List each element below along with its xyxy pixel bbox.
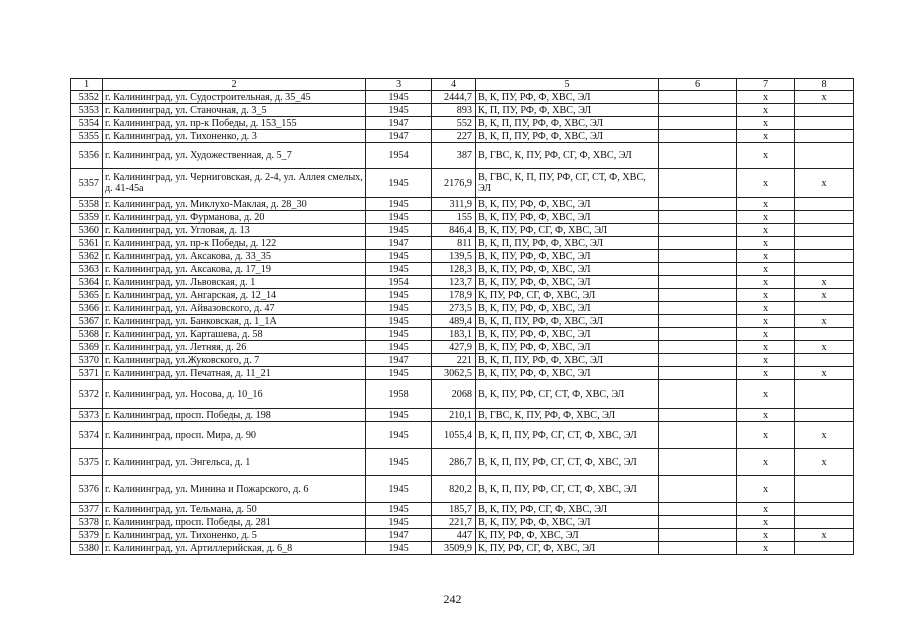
systems-cell: В, К, ПУ, РФ, Ф, ХВС, ЭЛ: [476, 341, 659, 354]
table-row: [71, 380, 854, 409]
header-row: [71, 79, 854, 91]
year-cell: 1945: [366, 367, 432, 380]
year-cell: 1945: [366, 328, 432, 341]
table-row: [71, 130, 854, 143]
column-8-mark: [795, 476, 854, 503]
row-number: 5355: [71, 130, 103, 143]
address-cell: г. Калининград, ул. Банковская, д. 1_1А: [103, 315, 366, 328]
year-cell: 1945: [366, 341, 432, 354]
systems-cell: В, К, ПУ, РФ, Ф, ХВС, ЭЛ: [476, 328, 659, 341]
area-cell: 123,7: [432, 276, 476, 289]
area-cell: 210,1: [432, 409, 476, 422]
column-6-cell: [659, 91, 737, 104]
table-row: [71, 302, 854, 315]
area-cell: 811: [432, 237, 476, 250]
year-cell: 1945: [366, 542, 432, 555]
column-8-mark: x: [795, 341, 854, 354]
systems-cell: К, П, ПУ, РФ, Ф, ХВС, ЭЛ: [476, 104, 659, 117]
table-row: [71, 516, 854, 529]
table-row: [71, 503, 854, 516]
address-cell: г. Калининград, ул. Айвазовского, д. 47: [103, 302, 366, 315]
column-6-cell: [659, 237, 737, 250]
year-cell: 1945: [366, 289, 432, 302]
row-number: 5361: [71, 237, 103, 250]
column-7-mark: x: [737, 302, 795, 315]
header-cell: 2: [103, 79, 366, 91]
column-7-mark: x: [737, 315, 795, 328]
table-row: [71, 542, 854, 555]
area-cell: 221: [432, 354, 476, 367]
header-cell: 8: [795, 79, 854, 91]
systems-cell: К, ПУ, РФ, Ф, ХВС, ЭЛ: [476, 529, 659, 542]
area-cell: 286,7: [432, 449, 476, 476]
area-cell: 155: [432, 211, 476, 224]
row-number: 5377: [71, 503, 103, 516]
column-6-cell: [659, 263, 737, 276]
table-row: [71, 169, 854, 198]
area-cell: 311,9: [432, 198, 476, 211]
column-8-mark: [795, 354, 854, 367]
systems-cell: В, К, П, ПУ, РФ, Ф, ХВС, ЭЛ: [476, 354, 659, 367]
column-6-cell: [659, 328, 737, 341]
column-8-mark: [795, 224, 854, 237]
column-6-cell: [659, 198, 737, 211]
column-7-mark: x: [737, 169, 795, 198]
column-7-mark: x: [737, 237, 795, 250]
header-cell: 7: [737, 79, 795, 91]
year-cell: 1954: [366, 143, 432, 169]
header-cell: 4: [432, 79, 476, 91]
systems-cell: В, ГВС, К, ПУ, РФ, СГ, Ф, ХВС, ЭЛ: [476, 143, 659, 169]
year-cell: 1945: [366, 422, 432, 449]
area-cell: 1055,4: [432, 422, 476, 449]
address-cell: г. Калининград, ул. Тельмана, д. 50: [103, 503, 366, 516]
year-cell: 1954: [366, 276, 432, 289]
column-8-mark: x: [795, 91, 854, 104]
column-8-mark: [795, 516, 854, 529]
area-cell: 178,9: [432, 289, 476, 302]
row-number: 5367: [71, 315, 103, 328]
column-7-mark: x: [737, 276, 795, 289]
column-6-cell: [659, 117, 737, 130]
table-row: [71, 91, 854, 104]
row-number: 5353: [71, 104, 103, 117]
row-number: 5380: [71, 542, 103, 555]
systems-cell: В, К, П, ПУ, РФ, Ф, ХВС, ЭЛ: [476, 117, 659, 130]
column-8-mark: [795, 542, 854, 555]
systems-cell: В, К, П, ПУ, РФ, Ф, ХВС, ЭЛ: [476, 315, 659, 328]
table-row: [71, 289, 854, 302]
table-row: [71, 143, 854, 169]
year-cell: 1945: [366, 302, 432, 315]
column-8-mark: x: [795, 169, 854, 198]
table-row: [71, 409, 854, 422]
systems-cell: В, К, ПУ, РФ, Ф, ХВС, ЭЛ: [476, 516, 659, 529]
table-row: [71, 315, 854, 328]
column-6-cell: [659, 224, 737, 237]
year-cell: 1945: [366, 104, 432, 117]
row-number: 5356: [71, 143, 103, 169]
column-7-mark: x: [737, 130, 795, 143]
table-row: [71, 449, 854, 476]
table-row: [71, 328, 854, 341]
year-cell: 1945: [366, 211, 432, 224]
row-number: 5358: [71, 198, 103, 211]
systems-cell: В, ГВС, К, ПУ, РФ, Ф, ХВС, ЭЛ: [476, 409, 659, 422]
column-6-cell: [659, 315, 737, 328]
column-6-cell: [659, 289, 737, 302]
address-cell: г. Калининград, ул. Носова, д. 10_16: [103, 380, 366, 409]
systems-cell: В, К, П, ПУ, РФ, СГ, СТ, Ф, ХВС, ЭЛ: [476, 422, 659, 449]
table-row: [71, 211, 854, 224]
column-7-mark: x: [737, 263, 795, 276]
year-cell: 1945: [366, 198, 432, 211]
year-cell: 1945: [366, 516, 432, 529]
address-cell: г. Калининград, ул. Аксакова, д. 33_35: [103, 250, 366, 263]
row-number: 5360: [71, 224, 103, 237]
column-7-mark: x: [737, 449, 795, 476]
address-cell: г. Калининград, ул. Минина и Пожарского, д. 6: [103, 476, 366, 503]
column-8-mark: [795, 328, 854, 341]
column-8-mark: [795, 117, 854, 130]
systems-cell: К, ПУ, РФ, СГ, Ф, ХВС, ЭЛ: [476, 542, 659, 555]
column-7-mark: x: [737, 542, 795, 555]
year-cell: 1958: [366, 380, 432, 409]
address-cell: г. Калининград, ул. Тихоненко, д. 5: [103, 529, 366, 542]
year-cell: 1945: [366, 476, 432, 503]
year-cell: 1947: [366, 117, 432, 130]
address-cell: г. Калининград, просп. Мира, д. 90: [103, 422, 366, 449]
table-row: [71, 476, 854, 503]
header-cell: 6: [659, 79, 737, 91]
area-cell: 846,4: [432, 224, 476, 237]
housing-register-table: [70, 78, 854, 555]
area-cell: 820,2: [432, 476, 476, 503]
year-cell: 1947: [366, 529, 432, 542]
systems-cell: В, К, ПУ, РФ, СГ, Ф, ХВС, ЭЛ: [476, 224, 659, 237]
systems-cell: В, К, ПУ, РФ, Ф, ХВС, ЭЛ: [476, 263, 659, 276]
area-cell: 447: [432, 529, 476, 542]
year-cell: 1947: [366, 354, 432, 367]
header-cell: 5: [476, 79, 659, 91]
address-cell: г. Калининград, ул.Жуковского, д. 7: [103, 354, 366, 367]
column-7-mark: x: [737, 503, 795, 516]
systems-cell: В, К, ПУ, РФ, Ф, ХВС, ЭЛ: [476, 211, 659, 224]
table-row: [71, 104, 854, 117]
column-6-cell: [659, 169, 737, 198]
area-cell: 128,3: [432, 263, 476, 276]
column-6-cell: [659, 302, 737, 315]
table-row: [71, 198, 854, 211]
systems-cell: В, К, ПУ, РФ, Ф, ХВС, ЭЛ: [476, 250, 659, 263]
column-6-cell: [659, 104, 737, 117]
table-row: [71, 354, 854, 367]
systems-cell: В, К, ПУ, РФ, Ф, ХВС, ЭЛ: [476, 91, 659, 104]
systems-cell: В, ГВС, К, П, ПУ, РФ, СГ, СТ, Ф, ХВС, ЭЛ: [476, 169, 659, 198]
column-7-mark: x: [737, 289, 795, 302]
column-8-mark: x: [795, 289, 854, 302]
column-6-cell: [659, 529, 737, 542]
address-cell: г. Калининград, просп. Победы, д. 198: [103, 409, 366, 422]
row-number: 5376: [71, 476, 103, 503]
systems-cell: В, К, ПУ, РФ, СГ, СТ, Ф, ХВС, ЭЛ: [476, 380, 659, 409]
address-cell: г. Калининград, ул. пр-к Победы, д. 122: [103, 237, 366, 250]
column-7-mark: x: [737, 91, 795, 104]
column-7-mark: x: [737, 211, 795, 224]
column-6-cell: [659, 354, 737, 367]
column-6-cell: [659, 341, 737, 354]
area-cell: 221,7: [432, 516, 476, 529]
area-cell: 3062,5: [432, 367, 476, 380]
column-7-mark: x: [737, 380, 795, 409]
column-8-mark: x: [795, 315, 854, 328]
row-number: 5354: [71, 117, 103, 130]
systems-cell: В, К, ПУ, РФ, СГ, Ф, ХВС, ЭЛ: [476, 503, 659, 516]
page-number: 242: [443, 592, 462, 606]
column-7-mark: x: [737, 328, 795, 341]
column-8-mark: x: [795, 367, 854, 380]
address-cell: г. Калининград, просп. Победы, д. 281: [103, 516, 366, 529]
column-6-cell: [659, 516, 737, 529]
row-number: 5378: [71, 516, 103, 529]
address-cell: г. Калининград, ул. Карташева, д. 58: [103, 328, 366, 341]
year-cell: 1945: [366, 250, 432, 263]
year-cell: 1947: [366, 130, 432, 143]
address-cell: г. Калининград, ул. Станочная, д. 3_5: [103, 104, 366, 117]
year-cell: 1945: [366, 315, 432, 328]
header-cell: 1: [71, 79, 103, 91]
table-row: [71, 250, 854, 263]
row-number: 5371: [71, 367, 103, 380]
address-cell: г. Калининград, ул. Львовская, д. 1: [103, 276, 366, 289]
row-number: 5363: [71, 263, 103, 276]
address-cell: г. Калининград, ул. Ангарская, д. 12_14: [103, 289, 366, 302]
column-8-mark: [795, 104, 854, 117]
address-cell: г. Калининград, ул. Миклухо-Маклая, д. 28_30: [103, 198, 366, 211]
row-number: 5368: [71, 328, 103, 341]
column-7-mark: x: [737, 198, 795, 211]
table-row: [71, 276, 854, 289]
column-6-cell: [659, 130, 737, 143]
column-8-mark: [795, 503, 854, 516]
column-7-mark: x: [737, 476, 795, 503]
column-6-cell: [659, 542, 737, 555]
row-number: 5364: [71, 276, 103, 289]
row-number: 5362: [71, 250, 103, 263]
column-6-cell: [659, 211, 737, 224]
column-7-mark: x: [737, 143, 795, 169]
year-cell: 1945: [366, 169, 432, 198]
systems-cell: В, К, П, ПУ, РФ, СГ, СТ, Ф, ХВС, ЭЛ: [476, 476, 659, 503]
column-6-cell: [659, 449, 737, 476]
table-row: [71, 224, 854, 237]
column-8-mark: [795, 250, 854, 263]
column-6-cell: [659, 503, 737, 516]
address-cell: г. Калининград, ул. Художественная, д. 5_7: [103, 143, 366, 169]
column-7-mark: x: [737, 224, 795, 237]
column-7-mark: x: [737, 367, 795, 380]
area-cell: 2176,9: [432, 169, 476, 198]
row-number: 5375: [71, 449, 103, 476]
row-number: 5379: [71, 529, 103, 542]
table-row: [71, 367, 854, 380]
year-cell: 1945: [366, 224, 432, 237]
systems-cell: К, ПУ, РФ, СГ, Ф, ХВС, ЭЛ: [476, 289, 659, 302]
address-cell: г. Калининград, ул. Судостроительная, д. 35_45: [103, 91, 366, 104]
address-cell: г. Калининград, ул. Черниговская, д. 2-4, ул. Аллея смелых, д. 41-45а: [103, 169, 366, 198]
column-7-mark: x: [737, 529, 795, 542]
address-cell: г. Калининград, ул. Печатная, д. 11_21: [103, 367, 366, 380]
year-cell: 1945: [366, 409, 432, 422]
row-number: 5357: [71, 169, 103, 198]
column-8-mark: [795, 302, 854, 315]
area-cell: 227: [432, 130, 476, 143]
column-6-cell: [659, 250, 737, 263]
column-6-cell: [659, 422, 737, 449]
systems-cell: В, К, П, ПУ, РФ, Ф, ХВС, ЭЛ: [476, 130, 659, 143]
column-6-cell: [659, 409, 737, 422]
area-cell: 2444,7: [432, 91, 476, 104]
year-cell: 1945: [366, 503, 432, 516]
column-8-mark: [795, 130, 854, 143]
address-cell: г. Калининград, ул. Артиллерийская, д. 6_8: [103, 542, 366, 555]
address-cell: г. Калининград, ул. Летняя, д. 26: [103, 341, 366, 354]
column-7-mark: x: [737, 409, 795, 422]
column-7-mark: x: [737, 250, 795, 263]
row-number: 5352: [71, 91, 103, 104]
table-row: [71, 237, 854, 250]
column-8-mark: x: [795, 449, 854, 476]
column-8-mark: x: [795, 276, 854, 289]
row-number: 5369: [71, 341, 103, 354]
column-8-mark: [795, 143, 854, 169]
column-8-mark: x: [795, 529, 854, 542]
systems-cell: В, К, ПУ, РФ, Ф, ХВС, ЭЛ: [476, 302, 659, 315]
address-cell: г. Калининград, ул. Энгельса, д. 1: [103, 449, 366, 476]
column-7-mark: x: [737, 341, 795, 354]
column-6-cell: [659, 367, 737, 380]
table-row: [71, 263, 854, 276]
area-cell: 139,5: [432, 250, 476, 263]
address-cell: г. Калининград, ул. Угловая, д. 13: [103, 224, 366, 237]
area-cell: 3509,9: [432, 542, 476, 555]
row-number: 5365: [71, 289, 103, 302]
table-row: [71, 341, 854, 354]
area-cell: 185,7: [432, 503, 476, 516]
row-number: 5359: [71, 211, 103, 224]
systems-cell: В, К, П, ПУ, РФ, Ф, ХВС, ЭЛ: [476, 237, 659, 250]
area-cell: 183,1: [432, 328, 476, 341]
table-row: [71, 529, 854, 542]
area-cell: 552: [432, 117, 476, 130]
column-8-mark: x: [795, 422, 854, 449]
column-7-mark: x: [737, 117, 795, 130]
header-cell: 3: [366, 79, 432, 91]
year-cell: 1947: [366, 237, 432, 250]
area-cell: 427,9: [432, 341, 476, 354]
column-6-cell: [659, 380, 737, 409]
column-6-cell: [659, 476, 737, 503]
row-number: 5372: [71, 380, 103, 409]
column-8-mark: [795, 380, 854, 409]
table-row: [71, 422, 854, 449]
row-number: 5373: [71, 409, 103, 422]
address-cell: г. Калининград, ул. Фурманова, д. 20: [103, 211, 366, 224]
systems-cell: В, К, ПУ, РФ, Ф, ХВС, ЭЛ: [476, 367, 659, 380]
area-cell: 489,4: [432, 315, 476, 328]
column-8-mark: [795, 237, 854, 250]
row-number: 5370: [71, 354, 103, 367]
column-7-mark: x: [737, 516, 795, 529]
column-8-mark: [795, 409, 854, 422]
column-6-cell: [659, 276, 737, 289]
year-cell: 1945: [366, 263, 432, 276]
column-7-mark: x: [737, 422, 795, 449]
area-cell: 893: [432, 104, 476, 117]
address-cell: г. Калининград, ул. пр-к Победы, д. 153_155: [103, 117, 366, 130]
column-8-mark: [795, 198, 854, 211]
column-7-mark: x: [737, 104, 795, 117]
row-number: 5374: [71, 422, 103, 449]
table-row: [71, 117, 854, 130]
systems-cell: В, К, П, ПУ, РФ, СГ, СТ, Ф, ХВС, ЭЛ: [476, 449, 659, 476]
area-cell: 387: [432, 143, 476, 169]
column-8-mark: [795, 263, 854, 276]
area-cell: 2068: [432, 380, 476, 409]
address-cell: г. Калининград, ул. Тихоненко, д. 3: [103, 130, 366, 143]
column-6-cell: [659, 143, 737, 169]
address-cell: г. Калининград, ул. Аксакова, д. 17_19: [103, 263, 366, 276]
systems-cell: В, К, ПУ, РФ, Ф, ХВС, ЭЛ: [476, 276, 659, 289]
area-cell: 273,5: [432, 302, 476, 315]
column-8-mark: [795, 211, 854, 224]
column-7-mark: x: [737, 354, 795, 367]
year-cell: 1945: [366, 91, 432, 104]
systems-cell: В, К, ПУ, РФ, Ф, ХВС, ЭЛ: [476, 198, 659, 211]
year-cell: 1945: [366, 449, 432, 476]
row-number: 5366: [71, 302, 103, 315]
